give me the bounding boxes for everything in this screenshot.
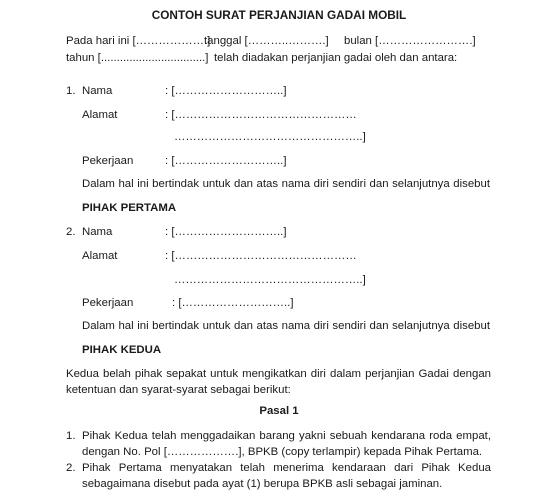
- party2-nama-label: Nama: [82, 226, 113, 238]
- opening-month: bulan […………………….]: [344, 35, 476, 47]
- agreement-line1: Kedua belah pihak sepakat untuk mengikatkan diri dalam perjanjian Gadai dengan: [66, 368, 491, 380]
- party2-nama-field: : [………………………..]: [165, 226, 287, 238]
- opening-date: tanggal [………..……….]: [204, 35, 329, 47]
- party2-role: PIHAK KEDUA: [82, 344, 162, 356]
- pasal1-item2-number: 2.: [66, 462, 76, 474]
- pasal1-item1-number: 1.: [66, 430, 76, 442]
- pasal1-item1-line2: dengan No. Pol [……………….], BPKB (copy terlampir) kepada Pihak Pertama.: [82, 446, 483, 458]
- opening-day: Pada hari ini [……………….]: [66, 35, 211, 47]
- pasal1-item2-line1: Pihak Pertama menyatakan telah menerima kendaraan dari Pihak Kedua: [82, 462, 491, 474]
- party1-pekerjaan-label: Pekerjaan: [82, 155, 134, 167]
- party2-pekerjaan-field: : [………………………..]: [172, 297, 294, 309]
- party1-nama-label: Nama: [82, 85, 113, 97]
- agreement-line2: ketentuan dan syarat-syarat sebagai berikut:: [66, 384, 291, 396]
- party2-alamat-label: Alamat: [82, 250, 118, 262]
- document-title: CONTOH SURAT PERJANJIAN GADAI MOBIL: [151, 8, 407, 22]
- pasal1-item2-line2: sebagaimana disebut pada ayat (1) berupa BPKB asli sebagai jaminan.: [82, 478, 443, 490]
- opening-statement: telah diadakan perjanjian gadai oleh dan antara:: [214, 52, 458, 64]
- party1-nama-field: : [………………………..]: [165, 85, 287, 97]
- party1-alamat-field: : […………………………………………: [165, 109, 357, 121]
- party2-pekerjaan-label: Pekerjaan: [82, 297, 134, 309]
- party2-statement: Dalam hal ini bertindak untuk dan atas nama diri sendiri dan selanjutnya disebut: [82, 320, 490, 332]
- party1-pekerjaan-field: : [………………………..]: [165, 155, 287, 167]
- party1-alamat-label: Alamat: [82, 109, 118, 121]
- party1-statement: Dalam hal ini bertindak untuk dan atas nama diri sendiri dan selanjutnya disebut: [82, 178, 490, 190]
- party2-number: 2.: [66, 226, 76, 238]
- party2-alamat-field: : […………………………………………: [165, 250, 357, 262]
- party1-alamat-field-line2: …………………………………………..]: [174, 131, 366, 143]
- party1-role: PIHAK PERTAMA: [82, 202, 177, 214]
- party2-alamat-field-line2: …………………………………………..]: [174, 274, 366, 286]
- pasal1-item1-line1: Pihak Kedua telah menggadaikan barang yakni sebuah kendarana roda empat,: [82, 430, 491, 442]
- opening-year: tahun [.................................]: [66, 52, 209, 64]
- pasal1-heading: Pasal 1: [259, 405, 299, 417]
- party1-number: 1.: [66, 85, 76, 97]
